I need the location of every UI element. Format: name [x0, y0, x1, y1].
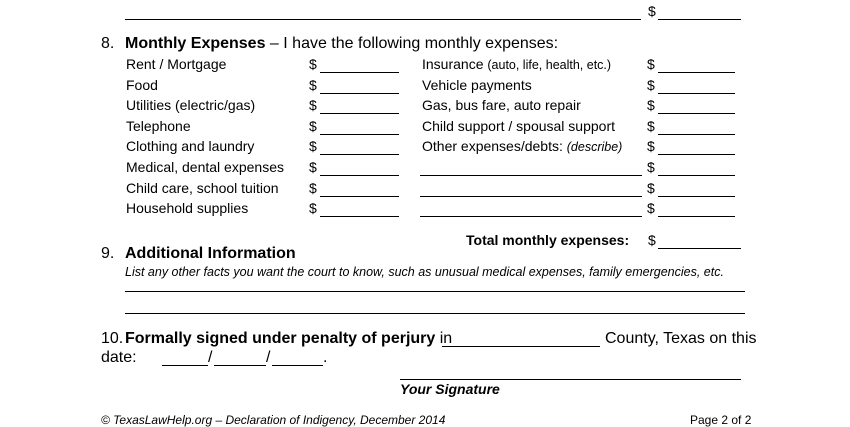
expense-label-rent: Rent / Mortgage [126, 56, 227, 72]
right-dollar-7: $ [647, 180, 655, 196]
right-amount-line-6[interactable] [658, 175, 735, 176]
expense-label-medical: Medical, dental expenses [126, 159, 284, 175]
expense-label-clothing: Clothing and laundry [126, 138, 255, 154]
left-dollar-2: $ [309, 77, 317, 93]
date-slash-1: / [208, 349, 213, 366]
signature-line[interactable] [400, 379, 741, 380]
right-amount-line-3[interactable] [658, 113, 735, 114]
top-dollar-sign: $ [648, 3, 656, 19]
describe-line-3[interactable] [420, 216, 642, 217]
expense-label-insurance [422, 56, 611, 72]
left-amount-line-3[interactable] [320, 113, 399, 114]
footer-page-number: Page 2 of 2 [690, 413, 752, 427]
section9-number: 9. [101, 245, 115, 262]
left-dollar-8: $ [309, 200, 317, 216]
left-dollar-5: $ [309, 138, 317, 154]
top-amount-line[interactable] [658, 19, 741, 20]
section9-title: Additional Information [125, 245, 296, 262]
section9-instructions: List any other facts you want the court to know, such as unusual medical expenses, family emergencies, etc. [125, 265, 724, 279]
left-amount-line-6[interactable] [320, 175, 399, 176]
additional-info-line-1[interactable] [125, 291, 745, 292]
describe-line-1[interactable] [420, 175, 642, 176]
footer-left-text: © TexasLawHelp.org – Declaration of Indigency, December 2014 [101, 413, 446, 427]
insurance-label: Insurance [422, 56, 488, 72]
right-dollar-4: $ [647, 118, 655, 134]
date-day-line[interactable] [214, 365, 266, 366]
top-blank-line[interactable] [125, 19, 641, 20]
section8-title: Monthly Expenses [125, 35, 266, 52]
signature-label: Your Signature [400, 381, 500, 397]
left-amount-line-1[interactable] [320, 72, 399, 73]
right-dollar-5: $ [647, 138, 655, 154]
date-label: date: [101, 349, 137, 366]
right-amount-line-4[interactable] [658, 134, 735, 135]
total-monthly-expenses-label: Total monthly expenses: [466, 232, 630, 248]
date-period: . [323, 349, 328, 366]
left-dollar-6: $ [309, 159, 317, 175]
right-dollar-2: $ [647, 77, 655, 93]
right-dollar-3: $ [647, 97, 655, 113]
date-month-line[interactable] [162, 365, 208, 366]
right-amount-line-2[interactable] [658, 93, 735, 94]
section10-in: in [435, 330, 453, 347]
section8-heading [125, 35, 558, 53]
section10-title: Formally signed under penalty of perjury [125, 330, 436, 347]
expense-label-food: Food [126, 77, 158, 93]
expense-label-gas: Gas, bus fare, auto repair [422, 97, 581, 113]
other-expenses-note: (describe) [566, 140, 623, 154]
right-amount-line-1[interactable] [658, 72, 735, 73]
county-line[interactable] [442, 346, 600, 347]
left-amount-line-7[interactable] [320, 196, 399, 197]
expense-label-utilities: Utilities (electric/gas) [126, 97, 256, 113]
left-amount-line-2[interactable] [320, 93, 399, 94]
left-dollar-3: $ [309, 97, 317, 113]
left-dollar-7: $ [309, 180, 317, 196]
county-texas-text: County, Texas on this [605, 330, 757, 347]
right-dollar-8: $ [647, 200, 655, 216]
date-slash-2: / [266, 349, 271, 366]
right-dollar-6: $ [647, 159, 655, 175]
expense-label-vehicle: Vehicle payments [422, 77, 532, 93]
right-dollar-1: $ [647, 56, 655, 72]
right-amount-line-8[interactable] [658, 216, 735, 217]
left-dollar-1: $ [309, 56, 317, 72]
date-year-line[interactable] [272, 365, 323, 366]
section10-heading [125, 330, 452, 348]
section10-number: 10. [101, 330, 124, 347]
describe-line-2[interactable] [420, 196, 642, 197]
section8-intro: – I have the following monthly expenses: [265, 35, 559, 52]
additional-info-line-2[interactable] [125, 313, 745, 314]
right-amount-line-5[interactable] [658, 154, 735, 155]
total-dollar-sign: $ [648, 232, 656, 248]
expense-label-childcare: Child care, school tuition [126, 180, 279, 196]
right-amount-line-7[interactable] [658, 196, 735, 197]
section8-number: 8. [101, 35, 115, 52]
expense-label-other [422, 138, 622, 154]
expense-label-child-support: Child support / spousal support [422, 118, 615, 134]
insurance-note: (auto, life, health, etc.) [487, 58, 612, 72]
expense-label-telephone: Telephone [126, 118, 191, 134]
left-amount-line-5[interactable] [320, 154, 399, 155]
left-amount-line-8[interactable] [320, 216, 399, 217]
other-expenses-label: Other expenses/debts: [422, 138, 567, 154]
left-dollar-4: $ [309, 118, 317, 134]
total-amount-line[interactable] [658, 248, 741, 249]
expense-label-household: Household supplies [126, 200, 249, 216]
left-amount-line-4[interactable] [320, 134, 399, 135]
